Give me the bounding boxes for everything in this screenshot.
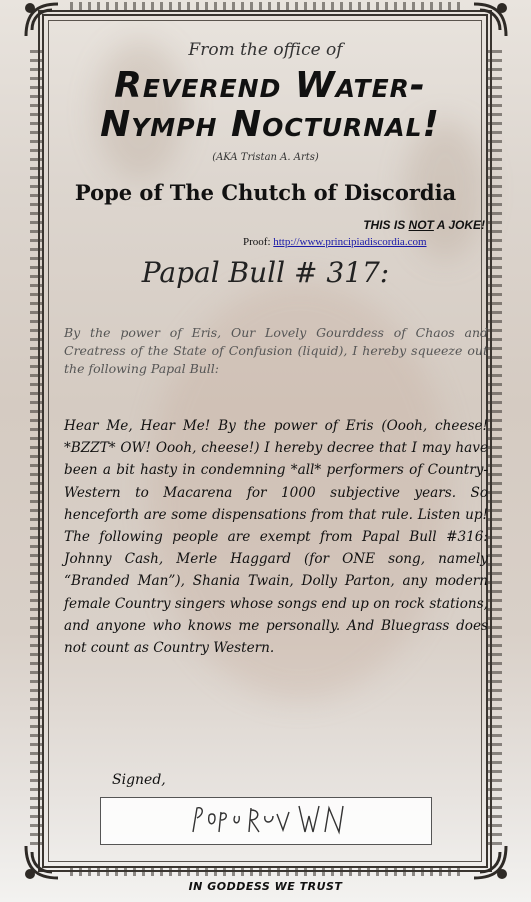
bull-intro-paragraph: By the power of Eris, Our Lovely Gourddess of Chaos and Creatress of the State of Confusion (liquid), I hereby squeeze out the following Papal Bull:	[64, 325, 488, 376]
corner-ornament-bottom-left	[22, 842, 62, 882]
reverend-name-heading: Reverend Water-Nymph Nocturnal!	[100, 65, 440, 145]
disclaimer-emphasis: NOT	[408, 218, 434, 232]
disclaimer-prefix: THIS IS	[363, 218, 409, 232]
left-border-ornament	[30, 50, 44, 850]
corner-ornament-top-left	[22, 0, 62, 40]
aka-line: (AKA Tristan A. Arts)	[212, 152, 319, 163]
disclaimer-text	[363, 218, 485, 232]
signature-box	[100, 797, 432, 845]
motto-footer: IN GODDESS WE TRUST	[188, 880, 343, 893]
pope-title: Pope of The Chutch of Discordia	[74, 180, 457, 205]
bull-body-paragraph: Hear Me, Hear Me! By the power of Eris (Oooh, cheese! *BZZT* OW! Oooh, cheese!) I hereby decree that I may have been a bit hasty in condemning *all* performers of Country-Western to Macarena for 1000 subjective years. So henceforth are some dispensations from that rule. Listen up! The following people are exempt from Papal Bull #316: Johnny Cash, Merle Haggard (for ONE song, namely “Branded Man”), Shania Twain, Dolly Parton, any modern female Country singers whose songs end up on rock stations, and anyone who knows me personally. And Bluegrass does not count as Country Western.	[64, 418, 488, 657]
disclaimer-suffix: A JOKE!	[433, 218, 485, 232]
right-border-ornament	[488, 50, 502, 850]
corner-ornament-bottom-right	[470, 842, 510, 882]
proof-line	[243, 236, 427, 248]
papal-bull-heading: Papal Bull # 317:	[141, 256, 390, 289]
corner-ornament-top-right	[470, 0, 510, 40]
proof-link[interactable]: http://www.principiadiscordia.com	[273, 236, 427, 248]
bottom-border-ornament	[70, 868, 460, 876]
handwritten-signature	[189, 802, 349, 840]
proof-label: Proof:	[243, 236, 274, 248]
top-border-ornament	[70, 2, 460, 10]
signed-label: Signed,	[112, 772, 166, 788]
from-office-line: From the office of	[188, 40, 343, 60]
